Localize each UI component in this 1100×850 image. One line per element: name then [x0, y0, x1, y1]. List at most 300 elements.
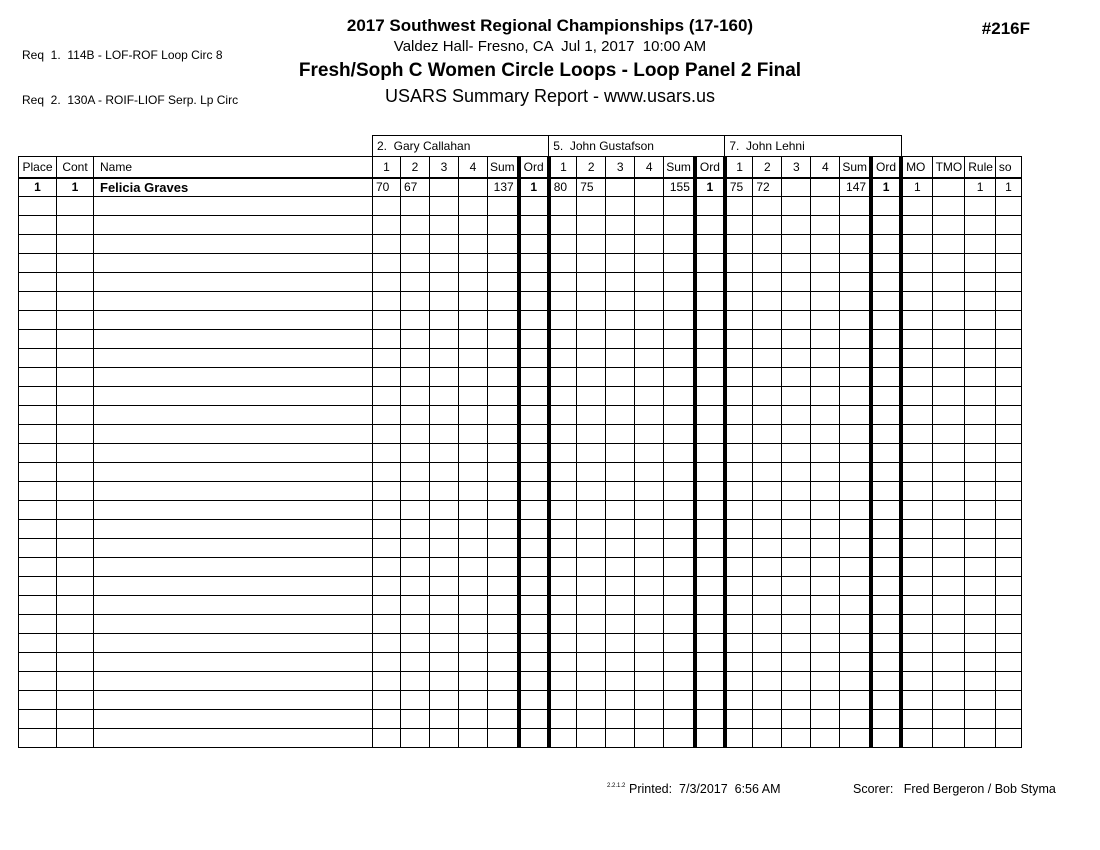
empty-cell	[549, 634, 577, 653]
empty-cell	[459, 330, 488, 349]
empty-cell	[664, 691, 695, 710]
empty-cell	[811, 292, 840, 311]
empty-cell	[401, 330, 430, 349]
empty-cell	[94, 710, 373, 729]
j1-score3-cell	[430, 178, 459, 197]
empty-cell	[965, 729, 996, 748]
empty-cell	[840, 330, 871, 349]
empty-cell	[901, 539, 932, 558]
empty-cell	[753, 539, 782, 558]
empty-cell	[840, 691, 871, 710]
empty-cell	[459, 482, 488, 501]
empty-cell	[871, 577, 901, 596]
empty-cell	[549, 463, 577, 482]
empty-cell	[401, 387, 430, 406]
empty-cell	[519, 691, 549, 710]
empty-cell	[901, 672, 932, 691]
empty-cell	[488, 368, 519, 387]
empty-cell	[871, 615, 901, 634]
empty-cell	[430, 349, 459, 368]
empty-cell	[932, 710, 965, 729]
empty-cell	[606, 653, 635, 672]
empty-score-row	[19, 634, 1022, 653]
empty-cell	[459, 558, 488, 577]
venue-date-line: Valdez Hall- Fresno, CA Jul 1, 2017 10:00 AM	[393, 38, 707, 55]
empty-cell	[94, 254, 373, 273]
empty-cell	[965, 216, 996, 235]
empty-cell	[932, 292, 965, 311]
empty-cell	[995, 254, 1021, 273]
empty-cell	[932, 615, 965, 634]
empty-cell	[635, 691, 664, 710]
empty-cell	[635, 634, 664, 653]
empty-cell	[635, 197, 664, 216]
empty-score-row	[19, 197, 1022, 216]
empty-cell	[695, 387, 725, 406]
empty-cell	[94, 482, 373, 501]
empty-cell	[871, 444, 901, 463]
empty-cell	[901, 330, 932, 349]
empty-cell	[901, 273, 932, 292]
empty-cell	[811, 672, 840, 691]
empty-cell	[373, 273, 401, 292]
empty-cell	[635, 482, 664, 501]
empty-cell	[57, 729, 94, 748]
empty-cell	[19, 482, 57, 501]
empty-cell	[635, 216, 664, 235]
empty-cell	[995, 311, 1021, 330]
empty-cell	[995, 710, 1021, 729]
empty-cell	[19, 349, 57, 368]
empty-cell	[725, 710, 753, 729]
empty-cell	[932, 330, 965, 349]
empty-cell	[606, 216, 635, 235]
skater-name-cell: Felicia Graves	[94, 178, 373, 197]
empty-cell	[19, 577, 57, 596]
empty-cell	[19, 444, 57, 463]
empty-cell	[664, 615, 695, 634]
empty-cell	[549, 691, 577, 710]
empty-cell	[19, 368, 57, 387]
empty-score-row	[19, 425, 1022, 444]
empty-cell	[901, 216, 932, 235]
empty-cell	[401, 349, 430, 368]
empty-cell	[519, 273, 549, 292]
empty-score-row	[19, 482, 1022, 501]
empty-cell	[995, 368, 1021, 387]
empty-cell	[94, 729, 373, 748]
col-j1-sum: Sum	[488, 157, 519, 178]
empty-cell	[901, 691, 932, 710]
empty-cell	[932, 406, 965, 425]
empty-cell	[901, 558, 932, 577]
col-cont: Cont	[57, 157, 94, 178]
empty-cell	[577, 197, 606, 216]
empty-cell	[932, 520, 965, 539]
empty-cell	[430, 520, 459, 539]
empty-cell	[901, 425, 932, 444]
empty-cell	[577, 729, 606, 748]
empty-cell	[57, 558, 94, 577]
empty-cell	[695, 577, 725, 596]
empty-cell	[695, 615, 725, 634]
empty-cell	[606, 311, 635, 330]
empty-cell	[995, 444, 1021, 463]
empty-cell	[430, 311, 459, 330]
empty-cell	[695, 482, 725, 501]
empty-cell	[695, 710, 725, 729]
empty-cell	[401, 596, 430, 615]
empty-cell	[606, 596, 635, 615]
empty-cell	[488, 691, 519, 710]
empty-cell	[19, 558, 57, 577]
empty-cell	[782, 653, 811, 672]
empty-cell	[932, 558, 965, 577]
empty-cell	[782, 254, 811, 273]
empty-cell	[94, 520, 373, 539]
event-number: #216F	[981, 19, 1030, 38]
empty-cell	[519, 330, 549, 349]
empty-cell	[635, 710, 664, 729]
empty-cell	[871, 710, 901, 729]
empty-cell	[871, 672, 901, 691]
empty-cell	[635, 292, 664, 311]
empty-cell	[94, 387, 373, 406]
empty-cell	[577, 482, 606, 501]
empty-cell	[606, 387, 635, 406]
empty-cell	[725, 197, 753, 216]
empty-cell	[840, 729, 871, 748]
empty-cell	[57, 216, 94, 235]
empty-cell	[901, 577, 932, 596]
empty-cell	[577, 577, 606, 596]
empty-cell	[753, 634, 782, 653]
empty-cell	[995, 558, 1021, 577]
empty-cell	[94, 292, 373, 311]
empty-cell	[635, 729, 664, 748]
empty-cell	[19, 710, 57, 729]
empty-cell	[19, 596, 57, 615]
empty-cell	[459, 501, 488, 520]
empty-cell	[995, 653, 1021, 672]
empty-cell	[401, 463, 430, 482]
empty-cell	[664, 482, 695, 501]
empty-cell	[901, 501, 932, 520]
printed-timestamp: Printed: 7/3/2017 6:56 AM	[629, 782, 781, 796]
empty-cell	[695, 672, 725, 691]
j3-score3-cell	[782, 178, 811, 197]
empty-cell	[430, 596, 459, 615]
empty-cell	[995, 520, 1021, 539]
mo-cell: 1	[901, 178, 932, 197]
empty-cell	[782, 482, 811, 501]
empty-cell	[811, 235, 840, 254]
empty-cell	[782, 273, 811, 292]
empty-cell	[840, 444, 871, 463]
empty-cell	[695, 349, 725, 368]
empty-cell	[577, 292, 606, 311]
empty-cell	[577, 273, 606, 292]
empty-cell	[753, 691, 782, 710]
empty-score-row	[19, 406, 1022, 425]
empty-cell	[373, 558, 401, 577]
empty-cell	[606, 558, 635, 577]
empty-cell	[901, 311, 932, 330]
empty-cell	[19, 406, 57, 425]
col-j3-score2: 2	[753, 157, 782, 178]
empty-cell	[549, 444, 577, 463]
empty-cell	[57, 406, 94, 425]
empty-cell	[901, 349, 932, 368]
empty-cell	[753, 425, 782, 444]
empty-cell	[871, 197, 901, 216]
j1-ord-cell: 1	[519, 178, 549, 197]
empty-cell	[811, 615, 840, 634]
empty-cell	[811, 425, 840, 444]
empty-cell	[840, 349, 871, 368]
empty-cell	[459, 349, 488, 368]
empty-score-row	[19, 387, 1022, 406]
score-table-body	[19, 178, 1022, 748]
empty-cell	[965, 197, 996, 216]
col-j3-score4: 4	[811, 157, 840, 178]
empty-cell	[549, 482, 577, 501]
empty-cell	[871, 520, 901, 539]
empty-cell	[94, 672, 373, 691]
empty-cell	[488, 539, 519, 558]
empty-cell	[577, 349, 606, 368]
empty-cell	[373, 406, 401, 425]
empty-cell	[725, 482, 753, 501]
judge-1-name: 2. Gary Callahan	[373, 136, 549, 157]
empty-cell	[753, 520, 782, 539]
empty-cell	[725, 634, 753, 653]
empty-cell	[94, 273, 373, 292]
empty-cell	[932, 634, 965, 653]
empty-cell	[871, 634, 901, 653]
empty-cell	[577, 558, 606, 577]
empty-cell	[635, 425, 664, 444]
empty-cell	[664, 387, 695, 406]
empty-cell	[519, 596, 549, 615]
empty-cell	[488, 577, 519, 596]
empty-cell	[782, 710, 811, 729]
empty-cell	[488, 444, 519, 463]
empty-cell	[753, 406, 782, 425]
empty-cell	[871, 216, 901, 235]
empty-cell	[373, 691, 401, 710]
empty-score-row	[19, 520, 1022, 539]
j3-sum-cell: 147	[840, 178, 871, 197]
empty-cell	[965, 691, 996, 710]
empty-cell	[725, 254, 753, 273]
empty-cell	[401, 501, 430, 520]
empty-cell	[811, 387, 840, 406]
empty-cell	[995, 197, 1021, 216]
empty-cell	[664, 349, 695, 368]
empty-cell	[664, 330, 695, 349]
empty-cell	[965, 577, 996, 596]
empty-cell	[932, 653, 965, 672]
empty-cell	[871, 539, 901, 558]
empty-cell	[577, 425, 606, 444]
empty-cell	[664, 729, 695, 748]
empty-cell	[373, 197, 401, 216]
empty-cell	[811, 463, 840, 482]
empty-cell	[753, 292, 782, 311]
empty-cell	[995, 729, 1021, 748]
empty-cell	[782, 520, 811, 539]
score-table	[18, 135, 1022, 748]
empty-cell	[664, 539, 695, 558]
empty-cell	[57, 235, 94, 254]
empty-cell	[871, 254, 901, 273]
empty-cell	[695, 444, 725, 463]
empty-cell	[901, 596, 932, 615]
empty-cell	[664, 254, 695, 273]
empty-cell	[695, 501, 725, 520]
empty-cell	[94, 596, 373, 615]
empty-cell	[695, 330, 725, 349]
empty-cell	[488, 292, 519, 311]
empty-cell	[811, 444, 840, 463]
empty-cell	[995, 349, 1021, 368]
empty-cell	[965, 520, 996, 539]
empty-cell	[725, 368, 753, 387]
empty-cell	[840, 463, 871, 482]
empty-cell	[840, 406, 871, 425]
empty-cell	[19, 292, 57, 311]
empty-cell	[725, 463, 753, 482]
empty-cell	[965, 425, 996, 444]
empty-cell	[725, 558, 753, 577]
empty-score-row	[19, 615, 1022, 634]
empty-cell	[606, 368, 635, 387]
empty-cell	[965, 539, 996, 558]
empty-cell	[459, 254, 488, 273]
col-j1-ord: Ord	[519, 157, 549, 178]
empty-cell	[519, 634, 549, 653]
empty-cell	[932, 349, 965, 368]
empty-cell	[965, 311, 996, 330]
empty-cell	[577, 463, 606, 482]
empty-cell	[430, 729, 459, 748]
empty-cell	[840, 501, 871, 520]
judge-row-right-spacer	[901, 136, 1021, 157]
empty-cell	[664, 577, 695, 596]
empty-cell	[401, 577, 430, 596]
empty-cell	[635, 235, 664, 254]
empty-cell	[753, 596, 782, 615]
empty-cell	[782, 406, 811, 425]
empty-cell	[664, 425, 695, 444]
empty-cell	[725, 387, 753, 406]
empty-cell	[695, 311, 725, 330]
empty-cell	[430, 273, 459, 292]
empty-cell	[401, 691, 430, 710]
empty-cell	[459, 311, 488, 330]
empty-score-row	[19, 273, 1022, 292]
empty-cell	[725, 577, 753, 596]
empty-cell	[94, 577, 373, 596]
empty-score-row	[19, 501, 1022, 520]
empty-cell	[811, 311, 840, 330]
empty-cell	[965, 596, 996, 615]
empty-cell	[871, 387, 901, 406]
empty-cell	[753, 558, 782, 577]
empty-cell	[94, 539, 373, 558]
empty-cell	[932, 672, 965, 691]
empty-cell	[549, 558, 577, 577]
empty-cell	[488, 330, 519, 349]
j1-score2-cell: 67	[401, 178, 430, 197]
empty-cell	[373, 539, 401, 558]
empty-cell	[725, 216, 753, 235]
empty-cell	[932, 501, 965, 520]
empty-cell	[19, 311, 57, 330]
empty-cell	[94, 653, 373, 672]
empty-cell	[840, 615, 871, 634]
empty-cell	[519, 482, 549, 501]
empty-cell	[995, 615, 1021, 634]
empty-cell	[459, 729, 488, 748]
empty-cell	[19, 653, 57, 672]
empty-cell	[901, 292, 932, 311]
empty-cell	[94, 501, 373, 520]
empty-cell	[488, 653, 519, 672]
empty-cell	[549, 710, 577, 729]
empty-cell	[430, 330, 459, 349]
empty-cell	[995, 672, 1021, 691]
j2-score1-cell: 80	[549, 178, 577, 197]
empty-cell	[753, 254, 782, 273]
empty-cell	[664, 444, 695, 463]
col-rule: Rule	[965, 157, 996, 178]
empty-cell	[606, 520, 635, 539]
empty-cell	[606, 482, 635, 501]
empty-cell	[373, 710, 401, 729]
empty-cell	[577, 710, 606, 729]
empty-cell	[811, 558, 840, 577]
empty-cell	[549, 387, 577, 406]
empty-cell	[965, 387, 996, 406]
empty-cell	[430, 501, 459, 520]
empty-cell	[430, 406, 459, 425]
empty-cell	[57, 577, 94, 596]
empty-cell	[664, 710, 695, 729]
empty-cell	[19, 425, 57, 444]
empty-cell	[811, 729, 840, 748]
empty-cell	[519, 558, 549, 577]
empty-cell	[19, 273, 57, 292]
empty-cell	[840, 482, 871, 501]
empty-cell	[459, 539, 488, 558]
empty-cell	[995, 273, 1021, 292]
report-type-line: USARS Summary Report - www.usars.us	[384, 86, 716, 106]
empty-cell	[840, 425, 871, 444]
empty-cell	[811, 691, 840, 710]
empty-cell	[901, 615, 932, 634]
empty-cell	[401, 406, 430, 425]
empty-cell	[695, 197, 725, 216]
empty-cell	[965, 634, 996, 653]
empty-cell	[57, 387, 94, 406]
empty-cell	[459, 672, 488, 691]
empty-cell	[519, 349, 549, 368]
empty-cell	[373, 501, 401, 520]
empty-cell	[695, 368, 725, 387]
empty-cell	[965, 349, 996, 368]
